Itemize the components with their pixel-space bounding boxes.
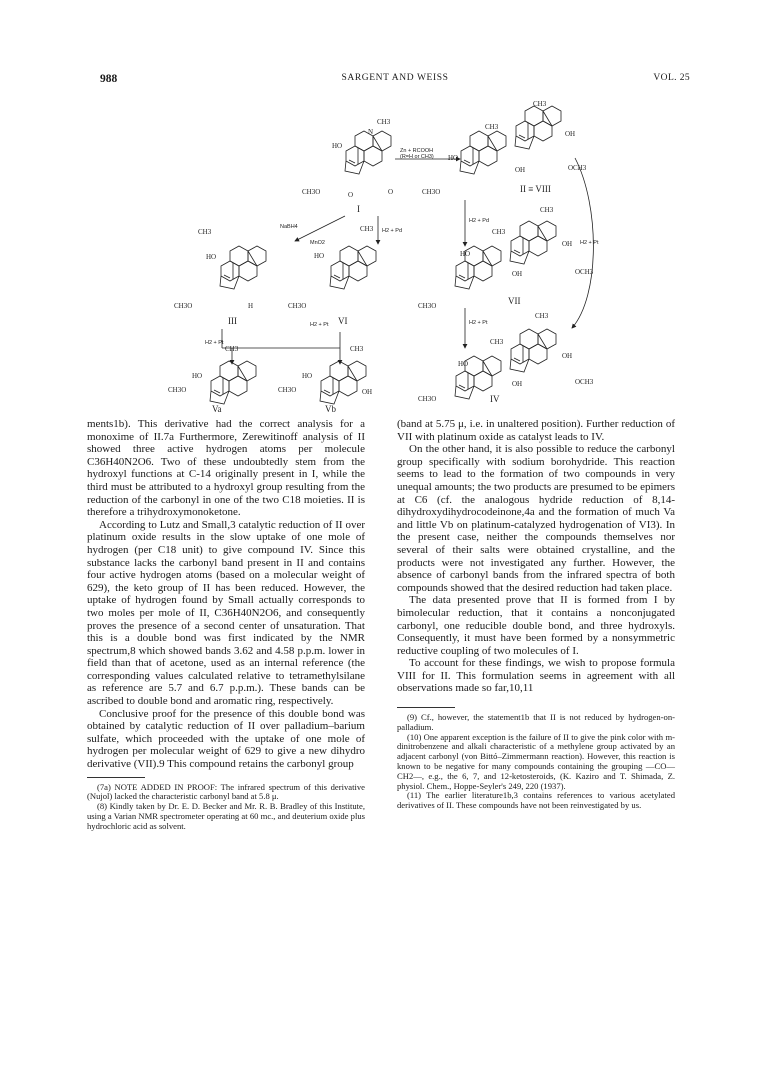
paragraph: Conclusive proof for the presence of this double bond was obtained by catalytic reduction of II over palladium–barium sulfate, which proceeded with the uptake of one mole of hydrogen per molecular weight of 629 to give a new dihydro derivative (VII).9 This compound retains the carbonyl group — [87, 707, 365, 771]
oh-label: OH — [562, 352, 573, 360]
ch3-label: CH3 — [225, 345, 239, 353]
och3-label: OCH3 — [575, 268, 594, 276]
reagent-h2pt: H2 + Pt — [205, 340, 224, 346]
reagent-mno2: MnO2 — [310, 240, 325, 246]
ch3-label: CH3 — [490, 338, 504, 346]
ch3-label: CH3 — [485, 123, 499, 131]
ho-label: HO — [448, 154, 459, 162]
volume-label: VOL. 25 — [653, 73, 690, 83]
h-label: H — [248, 302, 254, 310]
ch3o-label: CH3O — [302, 188, 321, 196]
structure-I — [302, 118, 393, 214]
reaction-scheme — [160, 96, 610, 416]
paragraph: On the other hand, it is also possible to reduce the carbonyl group specifically with sodium borohydride. This reaction seems to lead to the formation of two compounds in very unequal amounts; the two products are presumed to be epimers at C6 (cf. the analogous hydride reduction of 8,14-dihydroxydihydrocodeinone,4a and the formation of much Va and little Vb on platinum-catalyzed hydrogenation of VI3). In the present case, neither the compounds themselves nor several of their salts were obtained crystalline, and the products were not investigated any further. However, the absence of carbonyl bands from the infrared spectra of both compounds showed that the desired reduction had taken place. — [397, 443, 675, 594]
reagent-h2pd: H2 + Pd — [382, 228, 403, 234]
oh-label: OH — [362, 388, 373, 396]
ch3-label: CH3 — [350, 345, 364, 353]
compound-label-IV: IV — [490, 394, 500, 404]
ch3-label: CH3 — [535, 312, 549, 320]
footnotes — [397, 713, 675, 811]
paragraph: According to Lutz and Small,3 catalytic reduction of II over platinum oxide results in the slow uptake of one mole of hydrogen (per C18 unit) to give compound IV. Since this substance lacks the carbonyl band present in II and contains four active hydrogen atoms (based on a molecular weight of 629), the keto group of II has been reduced. However, the uptake of hydrogen found by Small actually corresponds to two moles per mole of II, C36H40N2O6, and consequently proves the presence of a second center of unsaturation. That this is a double bond was first indicated by the NMR spectrum,8 which showed bands 3.62 and 4.58 p.p.m. lower in field than that of acetone, used as an internal reference (the corresponding values calculated relative to tetramethylsilane as reference are 5.7 and 6.7 p.p.m.). These bands can be ascribed to double bond and aromatic ring, respectively. — [87, 518, 365, 708]
reagent-zn-rcooh: Zn + RCOOH — [400, 148, 434, 154]
footnotes — [87, 783, 365, 832]
ch3-label: CH3 — [492, 228, 506, 236]
structure-III — [174, 228, 266, 326]
compound-label-Va: Va — [212, 404, 222, 414]
ch3-label: CH3 — [198, 228, 212, 236]
ch3o-label: CH3O — [418, 302, 437, 310]
ho-label: HO — [332, 142, 343, 150]
oh-label: OH — [562, 240, 573, 248]
paragraph: To account for these findings, we wish to propose formula VIII for II. This formulation seems in agreement with all observations made so far,10,11 — [397, 657, 675, 695]
footnote: (10) One apparent exception is the failure of II to give the pink color with m-dinitrobenzene and alkali characteristic of a methylene group activated by an adjacent carbonyl (von Bittó–Zimmermann reaction). However, this reaction is known to be negative for many compounds containing the grouping —CO—CH2—, e.g., the 6, 7, and 12-ketosteroids, (K. Kaziro and T. Shimada, Z. physiol. Chem., Hoppe-Seyler's 249, 220 (1937). — [397, 731, 675, 791]
paragraph: (band at 5.75 μ, i.e. in unaltered position). Further reduction of VII with platinum oxide as catalyst leads to IV. — [397, 418, 675, 443]
reagent-r: (R=H or CH3) — [400, 154, 434, 160]
ho-label: HO — [206, 253, 217, 261]
compound-label-I: I — [357, 204, 360, 214]
compound-label-II-VIII: II ≡ VIII — [520, 184, 551, 194]
ch3-label: CH3 — [540, 206, 554, 214]
ch3o-label: CH3O — [278, 386, 297, 394]
ho-label: HO — [302, 372, 313, 380]
structure-Va — [168, 345, 256, 414]
compound-label-III: III — [228, 316, 237, 326]
oh-label: OH — [512, 270, 523, 278]
left-column — [87, 418, 365, 832]
ch3o-label: CH3O — [168, 386, 187, 394]
footnote: (9) Cf., however, the statement1b that II is not reduced by hydrogen-on-palladium. — [397, 712, 675, 732]
page-number: 988 — [100, 73, 118, 85]
reagent-nabh4: NaBH4 — [280, 224, 298, 230]
ho-label: HO — [192, 372, 203, 380]
ho-label: HO — [314, 252, 325, 260]
structure-Vb — [278, 345, 372, 414]
right-column — [397, 418, 675, 811]
compound-label-VI: VI — [338, 316, 348, 326]
reagent-h2pt: H2 + Pt — [580, 240, 599, 246]
o-label: O — [348, 191, 354, 199]
o-label: O — [388, 188, 394, 196]
paragraph: ments1b). This derivative had the correct analysis for a monoxime of II.7a Furthermore, Zerewitinoff analysis of II showed three active hydrogen atoms per molecule C36H40N2O6. Two of these undoubtedly stem from the hydroxyl functions at C-14 originally present in I, while the third must be attributed to a hydroxyl group resulting from the reduction of the carbonyl in one of the two C18 moieties. II is therefore a trihydroxymonoketone. — [87, 418, 365, 519]
ho-label: HO — [458, 360, 469, 368]
footnote-rule — [397, 707, 455, 708]
ch3-label: CH3 — [360, 225, 374, 233]
footnote-rule — [87, 777, 145, 778]
ch3-label: CH3 — [533, 100, 547, 108]
structure-VII — [418, 206, 594, 310]
reagent-h2pt: H2 + Pt — [469, 320, 488, 326]
page-header — [100, 73, 690, 89]
ch3o-label: CH3O — [418, 395, 437, 403]
och3-label: OCH3 — [568, 164, 587, 172]
compound-label-VII: VII — [508, 296, 521, 306]
structure-VI — [288, 225, 376, 326]
ch3-label: CH3 — [377, 118, 391, 126]
reagent-h2pd: H2 + Pd — [469, 218, 490, 224]
footnote: (11) The earlier literature1b,3 contains references to various acetylated derivatives of II. These compounds have not been reinvestigated by us. — [397, 790, 675, 811]
paragraph: The data presented prove that II is formed from I by bimolecular reduction, that it contains a nonconjugated carbonyl, one reducible double bond, and three hydroxyls. Consequently, it must have been formed by a nonsymmetric reductive coupling of two molecules of I. — [397, 594, 675, 657]
och3-label: OCH3 — [575, 378, 594, 386]
oh-label: OH — [512, 380, 523, 388]
oh-label: OH — [565, 130, 576, 138]
ch3o-label: CH3O — [422, 188, 441, 196]
ho-label: HO — [460, 250, 471, 258]
structure-IV — [418, 312, 594, 404]
structure-II-VIII — [422, 100, 587, 196]
footnote: (7a) NOTE ADDED IN PROOF: The infrared spectrum of this derivative (Nujol) lacked the characteristic carbonyl band at 5.8 μ. — [87, 781, 365, 802]
ch3o-label: CH3O — [288, 302, 307, 310]
compound-label-Vb: Vb — [325, 404, 336, 414]
n-label: N — [368, 128, 374, 136]
footnote: (8) Kindly taken by Dr. E. D. Becker and Mr. R. B. Bradley of this Institute, using a Varian NMR spectrometer operating at 60 mc., and deuterium oxide plus hydrochloric acid as solvent. — [87, 801, 365, 831]
oh-label: OH — [515, 166, 526, 174]
running-head: SARGENT AND WEISS — [341, 73, 449, 83]
reagent-h2pt: H2 + Pt — [310, 322, 329, 328]
ch3o-label: CH3O — [174, 302, 193, 310]
